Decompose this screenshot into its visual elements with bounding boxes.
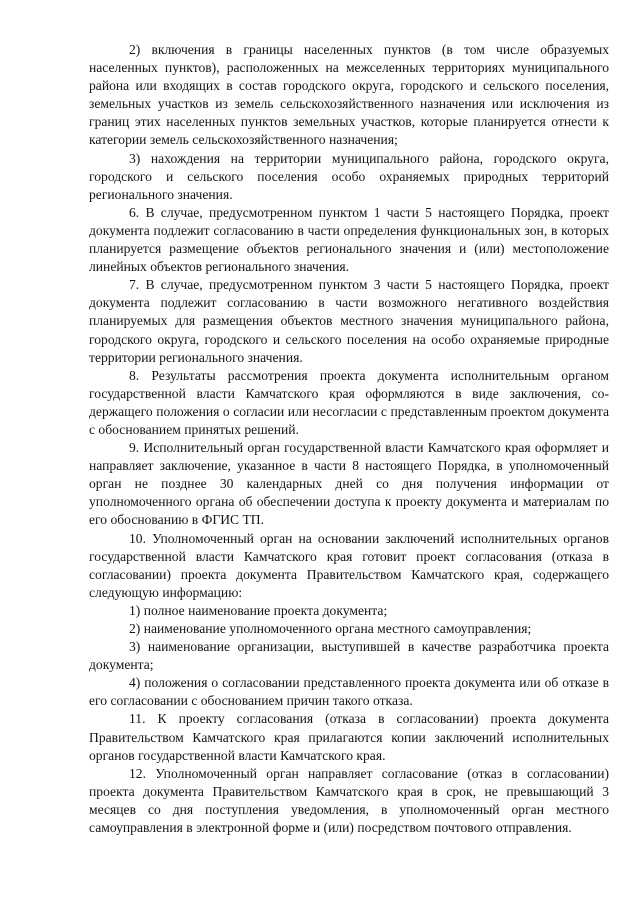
paragraph-item-7: 7. В случае, предусмотренном пунктом 3 части 5 настоящего Порядка, проект документа подлежит согласованию в части возможного негативного воздействия планируемых для размещения объектов местного значения муниципального района, городского округа, городского и сельского поселения на особо охраняемые природные территории регионального значения. bbox=[89, 277, 609, 365]
document-body bbox=[89, 41, 609, 837]
paragraph-item-6: 6. В случае, предусмотренном пунктом 1 части 5 настоящего Порядка, проект документа подлежит согласованию в части определения функциональных зон, в которых планируется размещение объектов регионального значения и (или) местоположение линейных объектов регионального значения. bbox=[89, 204, 609, 275]
list-item-2-authority-name: 2) наименование уполномоченного органа местного самоуправления; bbox=[129, 621, 532, 636]
paragraph-item-12: 12. Уполномоченный орган направляет согласование (отказ в согласовании) проекта документа Правительством Камчатского края в срок, не превышающий 3 месяцев со дня поступления уведомления, в уполномоченный орган местного самоуправления в электронной форме и (или) посредством почтового отправления. bbox=[89, 765, 609, 836]
paragraph-item-9: 9. Исполнительный орган государственной власти Камчатского края оформляет и направляет заключение, указанное в части 8 настоящего Порядка, в уполномоченный орган не позднее 30 календарных дней со дня получения информации от уполномоченного органа об обеспечении доступа к проекту документа и материалам по его обоснованию в ФГИС ТП. bbox=[89, 440, 609, 528]
paragraph-item-11: 11. К проекту согласования (отказа в согласовании) проекта документа Правительством Камчатского края прилагаются копии заключений исполнительных органов государственной власти Камчатского края. bbox=[89, 711, 609, 763]
paragraph-item-10: 10. Уполномоченный орган на основании заключений исполнительных органов государственной власти Камчатского края готовит проект согласования (отказа в согласовании) проекта документа Правительством Камчатского края, содержащего следующую информацию: bbox=[89, 530, 609, 600]
list-item-1-full-name: 1) полное наименование проекта документа; bbox=[129, 602, 388, 618]
paragraph-subitem-3-protected-areas: 3) нахождения на территории муниципального района, городского округа, городского и сельского поселения особо охраняемых природных территорий регионального значения. bbox=[89, 150, 609, 202]
list-item-3-developer: 3) наименование организации, выступившей в качестве разработчика проекта документа; bbox=[89, 639, 609, 673]
paragraph-item-8: 8. Результаты рассмотрения проекта документа исполнительным органом государственной власти Камчатского края оформляются в виде заключения, содержащего положения о согласии или несогласии с представленным проектом документа с обоснованием принятых решений. bbox=[89, 367, 609, 437]
list-item-4-approval-provisions: 4) положения о согласовании представленного проекта документа или об отказе в его согласовании с обоснованием причин такого отказа. bbox=[89, 675, 609, 709]
paragraph-subitem-2-inclusion: 2) включения в границы населенных пунктов (в том числе образуемых населенных пунктов), расположенных на межселенных территориях муниципального района или входящих в состав городского округа, городского и сельского поселения, земельных участков из земель сельскохозяйственного назначения или исключения из границ этих населенных пунктов земельных участков, которые планируется отнести к категории земель сельскохозяйственного назначения; bbox=[89, 42, 609, 148]
